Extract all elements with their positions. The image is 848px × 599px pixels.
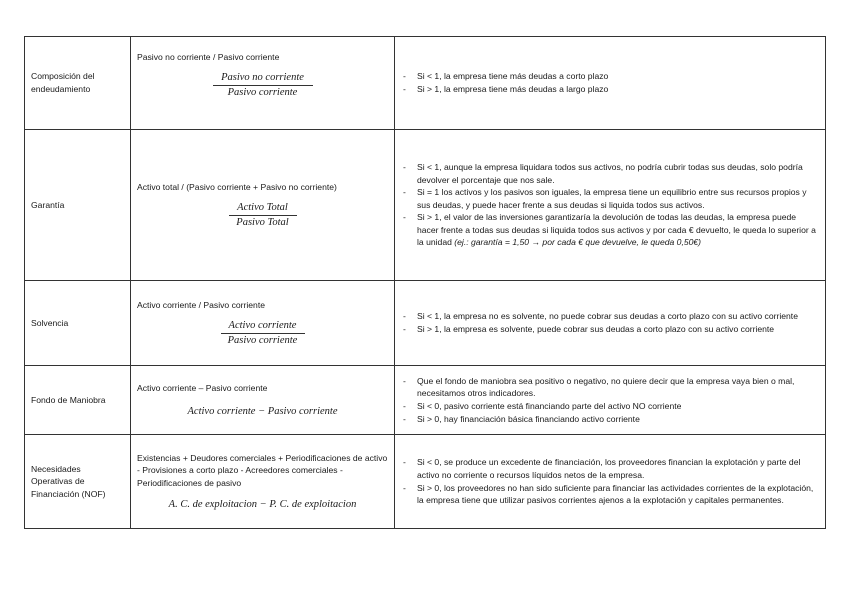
list-item-text: Si > 1, el valor de las inversiones garantizaría la devolución de todas las deudas, la empresa puede hacer frente a todas sus deudas si liquida todos sus activos y por cada € devuelto, le queda lo superior a la unidad xyxy=(417,212,816,248)
list-item: - Si = 1 los activos y los pasivos son iguales, la empresa tiene un equilibrio entre sus recursos propios y sus deudas, y puede hacer frente a sus deudas si liquida todos sus activos. xyxy=(401,186,817,211)
interpretation-cell xyxy=(395,366,826,435)
ratio-formula-cell xyxy=(131,281,395,366)
fraction-denominator: Pasivo corriente xyxy=(227,86,298,98)
fraction-numerator: Activo corriente xyxy=(228,319,297,331)
ratio-formula-cell xyxy=(131,435,395,529)
interpretation-cell xyxy=(395,37,826,130)
fraction-bar xyxy=(229,215,297,216)
list-item: - Si < 1, aunque la empresa liquidara todos sus activos, no podría cubrir todas sus deudas, solo podría devolver el porcentaje que nos sale. xyxy=(401,161,817,186)
table-row xyxy=(25,130,826,281)
formula-expression: A. C. de exploitacion − P. C. de exploitacion xyxy=(168,498,357,510)
interpretation-list xyxy=(401,456,817,506)
formula-text: Existencias + Deudores comerciales + Periodificaciones de activo - Provisiones a corto plazo - Acreedores comerciales - Periodificaciones de pasivo xyxy=(137,452,388,488)
ratio-name: Garantía xyxy=(25,130,131,281)
table-row xyxy=(25,366,826,435)
interpretation-list xyxy=(401,375,817,425)
list-item: - Si < 0, se produce un excedente de financiación, los proveedores financian la explotación y parte del activo no corriente o recursos líquidos netos de la empresa. xyxy=(401,456,817,481)
list-item xyxy=(401,211,817,249)
ratio-name: Composición del endeudamiento xyxy=(25,37,131,130)
formula-text: Activo total / (Pasivo corriente + Pasivo no corriente) xyxy=(137,182,337,193)
formula-fraction xyxy=(137,72,388,99)
list-item: - Si < 1, la empresa no es solvente, no puede cobrar sus deudas a corto plazo con su activo corriente xyxy=(401,310,817,323)
ratio-name: Fondo de Maniobra xyxy=(25,366,131,435)
list-item: - Que el fondo de maniobra sea positivo o negativo, no quiere decir que la empresa vaya bien o mal, necesitamos otros indicadores. xyxy=(401,375,817,400)
ratios-table xyxy=(24,36,826,529)
list-item: - Si < 1, la empresa tiene más deudas a corto plazo xyxy=(401,70,817,83)
fraction-denominator: Pasivo Total xyxy=(236,216,289,228)
fraction-denominator: Pasivo corriente xyxy=(227,334,298,346)
list-item: - Si > 1, la empresa tiene más deudas a largo plazo xyxy=(401,83,817,96)
formula-text: Pasivo no corriente / Pasivo corriente xyxy=(137,52,280,62)
ratio-formula-cell xyxy=(131,130,395,281)
list-item: - Si > 1, la empresa es solvente, puede cobrar sus deudas a corto plazo con su activo corriente xyxy=(401,323,817,336)
interpretation-list xyxy=(401,161,817,249)
formula-text: Activo corriente / Pasivo corriente xyxy=(137,300,266,311)
interpretation-cell xyxy=(395,435,826,529)
list-item: - Si > 0, los proveedores no han sido suficiente para financiar las actividades corrientes de la explotación, la empresa tiene que utilizar pasivos corrientes ajenos a la explotación y capitales permanentes. xyxy=(401,482,817,507)
table-row xyxy=(25,281,826,366)
ratio-name: Necesidades Operativas de Financiación (NOF) xyxy=(25,435,131,529)
formula-fraction xyxy=(137,320,388,347)
fraction-bar xyxy=(221,333,305,334)
ratio-formula-cell xyxy=(131,37,395,130)
ratio-name: Solvencia xyxy=(25,281,131,366)
fraction-numerator: Pasivo no corriente xyxy=(221,71,304,83)
interpretation-cell xyxy=(395,281,826,366)
example-text: (ej.: garantía = 1,50 → por cada € que devuelve, le queda 0,50€) xyxy=(454,237,702,248)
interpretation-cell xyxy=(395,130,826,281)
formula-text: Activo corriente – Pasivo corriente xyxy=(137,382,268,393)
fraction-bar xyxy=(213,85,313,86)
table-row xyxy=(25,435,826,529)
ratio-formula-cell xyxy=(131,366,395,435)
interpretation-list xyxy=(401,70,817,95)
table-row xyxy=(25,37,826,130)
fraction-numerator: Activo Total xyxy=(237,201,288,213)
list-item: - Si < 0, pasivo corriente está financiando parte del activo NO corriente xyxy=(401,400,817,413)
list-item: - Si > 0, hay financiación básica financiando activo corriente xyxy=(401,413,817,426)
formula-fraction xyxy=(137,202,388,229)
interpretation-list xyxy=(401,310,817,335)
formula-expression: Activo corriente − Pasivo corriente xyxy=(187,405,338,417)
